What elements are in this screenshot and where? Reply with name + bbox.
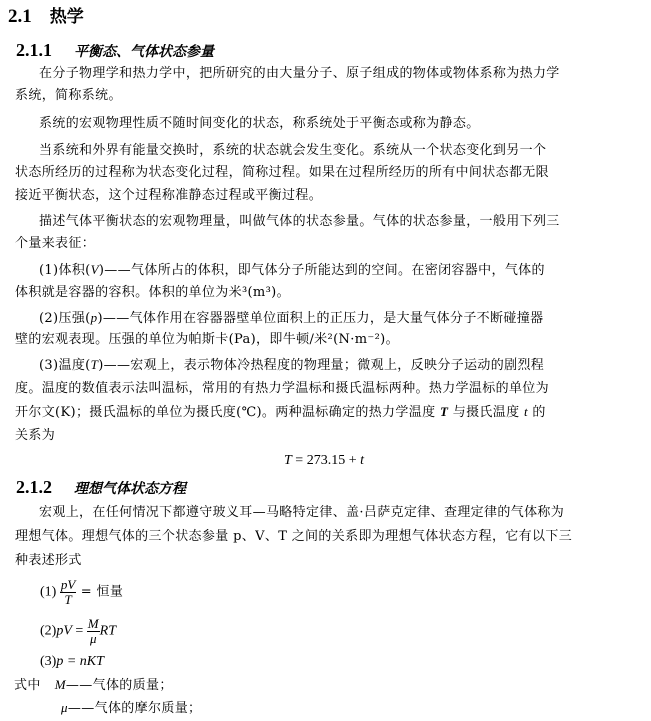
- paragraph-line: 关系为: [15, 428, 56, 443]
- fraction-denominator: μ: [89, 631, 97, 646]
- fraction-numerator: pV: [60, 577, 76, 592]
- variable-t: T: [90, 357, 99, 372]
- paragraph-line: 在分子物理学和热力学中，把所研究的由大量分子、原子组成的物体或物体系称为热力学: [39, 66, 560, 81]
- variable-t-lower: t: [523, 404, 528, 419]
- formula-equals: =: [71, 623, 87, 639]
- paragraph-line: 度。温度的数值表示法叫温标，常用的有热力学温标和摄氏温标两种。热力学温标的单位为: [15, 381, 550, 396]
- section-number: 2.1: [8, 6, 32, 27]
- variable-v: V: [90, 262, 99, 277]
- formula-3: [40, 654, 104, 670]
- formula-rhs: = 恒量: [76, 584, 124, 600]
- subsection-title-2: 理想气体状态方程: [74, 481, 186, 497]
- subsection-heading-2: [16, 477, 186, 498]
- fraction-denominator: T: [64, 592, 72, 607]
- item-text: 开尔文(K)；摄氏温标的单位为摄氏度(℃)。两种温标确定的热力学温度: [15, 405, 440, 420]
- where-desc: ——气体的摩尔质量；: [67, 701, 202, 716]
- formula-label: (2): [40, 623, 57, 639]
- variable-mu: μ: [61, 700, 68, 715]
- where-label: 式中: [14, 678, 41, 693]
- subsection-number-2: 2.1.2: [16, 477, 52, 497]
- subsection-heading-1: [16, 40, 214, 61]
- paragraph-line: 当系统和外界有能量交换时，系统的状态就会发生变化。系统从一个状态变化到另一个: [39, 143, 547, 158]
- equation-var-t: t: [360, 453, 364, 468]
- fraction-pv-over-t: [60, 578, 76, 607]
- fraction-m-over-mu: [87, 617, 100, 646]
- paragraph-line: 壁的宏观表现。压强的单位为帕斯卡(Pa)，即牛顿/米²(N·m⁻²)。: [15, 332, 399, 347]
- paragraph-line: 系统，简称系统。: [15, 88, 122, 103]
- item-text: )——气体所占的体积，即气体分子所能达到的空间。在密闭容器中，气体的: [98, 263, 545, 278]
- paragraph-line: 状态所经历的过程称为状态变化过程，简称过程。如果在过程所经历的所有中间状态都无限: [15, 165, 550, 180]
- variable-p: p: [90, 310, 98, 325]
- item-pressure-line: [39, 310, 543, 327]
- formula-rhs: RT: [99, 623, 116, 639]
- where-line-mu: [61, 700, 201, 717]
- paragraph-line: 系统的宏观物理性质不随时间变化的状态，称系统处于平衡态或称为静态。: [39, 116, 480, 131]
- item-text: )——宏观上，表示物体冷热程度的物理量；微观上，反映分子运动的剧烈程: [98, 358, 545, 373]
- formula-2: [40, 617, 116, 646]
- formula-label: (1): [40, 584, 57, 600]
- item-text: (2)压强(: [39, 311, 91, 326]
- item-volume-line: [39, 262, 545, 279]
- equation-lhs: T: [284, 453, 292, 468]
- item-text: )——气体作用在容器器壁单位面积上的正压力，是大量气体分子不断碰撞器: [97, 311, 544, 326]
- formula-body: p = nKT: [56, 654, 104, 669]
- item-text: 的: [527, 405, 546, 420]
- paragraph-line: 种表述形式: [15, 553, 82, 568]
- formula-lhs: pV: [56, 623, 72, 639]
- paragraph-line: 理想气体。理想气体的三个状态参量 p、V、T 之间的关系即为理想气体状态方程，它有以下三: [15, 529, 573, 544]
- fraction-numerator: M: [87, 616, 99, 631]
- paragraph-line: 体积就是容器的容积。体积的单位为米³(m³)。: [15, 285, 290, 300]
- paragraph-line: 描述气体平衡状态的宏观物理量，叫做气体的状态参量。气体的状态参量，一般用下列三: [39, 214, 560, 229]
- section-title: 热学: [49, 7, 84, 27]
- section-heading: [8, 2, 84, 28]
- variable-T: T: [439, 404, 449, 419]
- paragraph-line: 宏观上，在任何情况下都遵守玻义耳—马略特定律、盖·吕萨克定律、查理定律的气体称为: [39, 505, 565, 520]
- where-line-m: [14, 677, 173, 694]
- paragraph-line: 接近平衡状态，这个过程称准静态过程或平衡过程。: [15, 188, 323, 203]
- where-desc: ——气体的质量；: [65, 678, 173, 693]
- equation-rhs: = 273.15 +: [291, 453, 361, 468]
- item-text: (3)温度(: [39, 358, 91, 373]
- formula-label: (3): [40, 654, 57, 669]
- paragraph-line: [15, 404, 546, 421]
- item-text: 与摄氏温度: [448, 405, 524, 420]
- subsection-number-1: 2.1.1: [16, 40, 52, 60]
- item-text: (1)体积(: [39, 263, 91, 278]
- item-temperature-line: [39, 357, 544, 374]
- formula-1: [40, 578, 123, 607]
- paragraph-line: 个量来表征：: [15, 236, 96, 251]
- subsection-title-1: 平衡态、气体状态参量: [74, 44, 214, 60]
- temperature-equation: [284, 453, 364, 469]
- variable-m: M: [54, 677, 66, 692]
